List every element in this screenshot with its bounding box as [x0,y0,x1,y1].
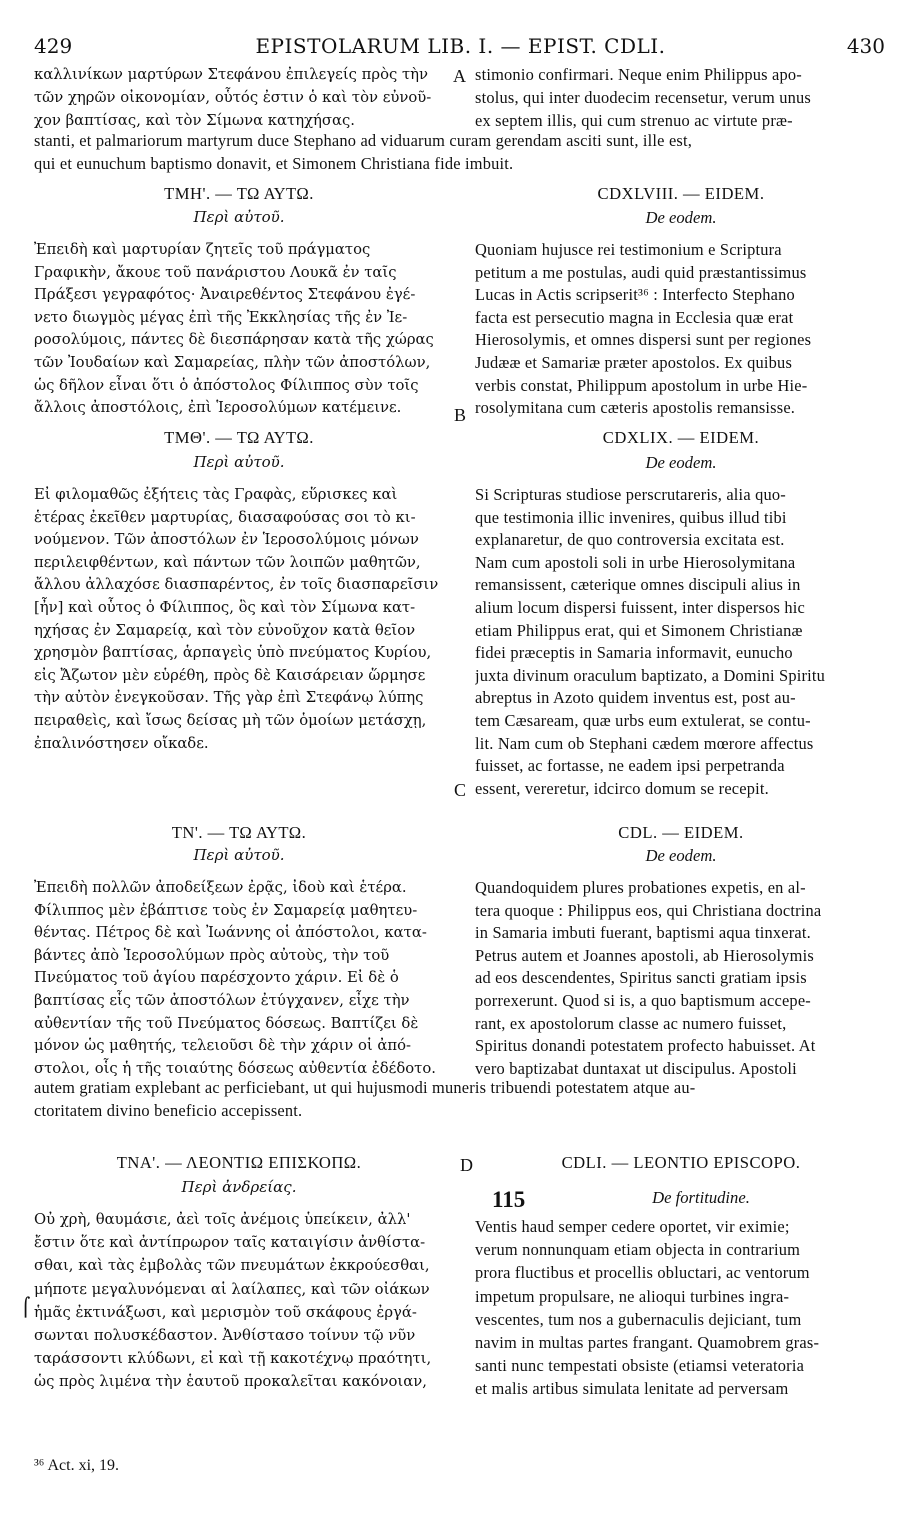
greek-line: χον βαπτίσας, καὶ τὸν Σίμωνα κατηχήσας. [34,112,356,129]
greek-line: ὡς πρὸς λιμένα τὴν ἑαυτοῦ προκαλεῖται κακόνοιαν, [34,1373,427,1391]
greek-line: θέντας. Πέτρος δὲ καὶ Ἰωάννης οἱ ἀπόστολοι, κατα- [34,924,427,942]
section-subtitle-greek: Περὶ ἀνδρείας. [181,1178,297,1196]
greek-line: ἔστιν ὅτε καὶ ἀντίπρωρον ταῖς καταιγίσιν ἀνθίστα- [34,1234,426,1252]
section-heading-greek: ΤΝ'. — ΤΩ ΑΥΤΩ. [171,823,307,842]
greek-line: τῶν χηρῶν οἰκονομίαν, οὗτός ἐστιν ὁ καὶ τὸν εὐνοῦ- [34,89,432,106]
greek-line: ἡμᾶς ἐκτινάξωσι, καὶ μερισμὸν τοῦ σκάφους ἐργά- [34,1303,417,1321]
latin-line: juxta divinum oraculum baptizato, a Domini Spiritu [475,665,826,685]
latin-line: ctoritatem divino beneficio accepissent. [34,1101,303,1120]
latin-line: explanaretur, de quo controversia excitata est. [475,530,785,550]
latin-line: stimonio confirmari. Neque enim Philippus apo- [475,65,802,84]
margin-letter-d: D [460,1155,473,1175]
greek-line: Ἐπειδὴ πολλῶν ἀποδείξεων ἐρᾷς, ἰδοὺ καὶ ἑτέρα. [34,879,407,896]
latin-line: et malis artibus simulata lenitate ad perversam [475,1379,789,1399]
latin-line: Ventis haud semper cedere oportet, vir eximie; [475,1217,790,1236]
latin-line: petitum a me postulas, audi quid præstantissimus [475,262,807,282]
latin-line: ad eos descendentes, Spiritus sancti gratiam ipsis [475,968,807,988]
latin-line: Si Scripturas studiose perscrutareris, alia quo- [475,485,786,504]
section-subtitle-latin: De fortitudine. [652,1188,750,1207]
latin-line: remansissent, cæterique omnes discipuli alius in [475,575,801,595]
section-subtitle-latin: De eodem. [645,208,717,227]
greek-line: καλλινίκων μαρτύρων Στεφάνου ἐπιλεγείς πρὸς τὴν [34,66,429,83]
latin-line: navim in multas partes frangant. Quamobrem gras- [475,1333,820,1352]
latin-line: rosolymitana cum cæteris apostolis remansisse. [475,398,796,418]
latin-line: Nam cum apostoli soli in urbe Hierosolymitana [475,552,796,572]
latin-line: impetum propulsare, ne alioqui turbines ingra- [475,1286,790,1306]
greek-line: Οὐ χρὴ, θαυμάσιε, ἀεὶ τοῖς ἀνέμοις ὑπείκειν, ἀλλ' [34,1211,411,1228]
greek-line: ταράσσοντι κλύδωνι, εἰ καὶ τῇ κακοτέχνῳ πραότητι, [34,1350,432,1368]
latin-line: stolus, qui inter duodecim recensetur, verum unus [475,88,811,107]
latin-line: verum nonnunquam etiam objecta in contrarium [475,1240,801,1260]
latin-line: rant, ex apostolorum classe ac numero fuisset, [475,1013,787,1033]
latin-line: tera quoque : Philippus eos, qui Christiana doctrina [475,900,822,920]
latin-line: Spiritus donandi potestatem profecto habuisset. At [475,1036,816,1056]
latin-line: alium locum dispersi fuissent, inter dispersos hic [475,598,806,617]
margin-letter-c: C [454,780,467,800]
latin-line: etiam Philippus erat, qui et Simonem Christianæ [475,620,803,640]
greek-line: εἰς Ἄζωτον μὲν εὑρέθη, πρὸς δὲ Καισάρειαν ὥρμησε [34,666,426,684]
greek-line: σωνται πολυσκέδαστον. Ἀνθίστασο τοίνυν τῷ νῦν [34,1327,416,1344]
latin-line: Quoniam hujusce rei testimonium e Scriptura [475,240,782,259]
greek-line: βαπτίσας εἷς τῶν ἀποστόλων ἐτύγχανεν, εἶχε τὴν [34,992,410,1009]
greek-line: Γραφικὴν, ἄκουε τοῦ πανάριστου Λουκᾶ ἐν ταῖς [34,263,397,281]
section-subtitle-greek: Περὶ αὐτοῦ. [193,846,285,864]
section-subtitle-greek: Περὶ αὐτοῦ. [193,208,285,226]
latin-line: autem gratiam explebant ac perficiebant, ut qui hujusmodi muneris tribuendi potestatem atque au- [34,1078,696,1097]
greek-line: ροσολύμοις, πάντες δὲ διεσπάρησαν κατὰ τῆς χώρας [34,331,434,349]
latin-line: in Samaria imbuti fuerant, baptismi aqua tinxerat. [475,923,811,943]
section-subtitle-latin: De eodem. [645,453,717,472]
section-heading-greek: ΤΝΑ'. — ΛΕΟΝΤΙΩ ΕΠΙΣΚΟΠΩ. [116,1153,362,1172]
section-subtitle-latin: De eodem. [645,846,717,865]
right-page-number: 430 [846,34,885,58]
section-heading-latin: CDXLIX. — EIDEM. [602,428,760,447]
left-page-number: 429 [34,34,73,58]
greek-line: Πράξεσι γεγραφότος· Ἀναιρεθέντος Στεφάνου ἐγέ- [34,286,416,304]
latin-line: qui et eunuchum baptismo donavit, et Simonem Christiana fide imbuit. [34,154,514,173]
latin-line: ex septem illis, qui cum strenuo ac virtute præ- [475,111,793,130]
section-heading-latin: CDLI. — LEONTIO EPISCOPO. [561,1153,801,1172]
section-heading-greek: ΤΜΗ'. — ΤΩ ΑΥΤΩ. [164,184,314,203]
section-heading-latin: CDL. — EIDEM. [618,823,744,842]
margin-mark: ⌠ [21,1297,31,1318]
greek-line: Ἐπειδὴ καὶ μαρτυρίαν ζητεῖς τοῦ πράγματος [34,241,371,258]
greek-line: βάντες ἀπὸ Ἱεροσολύμων πρὸς αὐτοὺς, τὴν τοῦ [34,946,390,964]
latin-line: Hierosolymis, et omnes dispersi sunt per regiones [475,330,812,350]
greek-line: μήποτε μεγαλυνόμεναι αἱ λαίλαπες, καὶ τῶν οἰάκων [34,1280,430,1298]
greek-line: ἄλλοις ἀποστόλοις, ἐπὶ Ἱεροσολύμων κατέμεινε. [34,399,402,417]
section-subtitle-greek: Περὶ αὐτοῦ. [193,453,285,471]
greek-line: Πνεύματος τοῦ ἁγίου παρέσχοντο χάριν. Εἰ δὲ ὁ [34,969,399,987]
latin-line: prora fluctibus et procellis obluctari, ac ventorum [475,1263,810,1283]
latin-line: facta est persecutio magna in Ecclesia quæ erat [475,307,794,327]
greek-line: νετο διωγμὸς μέγας ἐπὶ τῆς Ἐκκλησίας τῆς ἐν Ἰε- [34,308,408,326]
latin-line: santi nunc tempestati obsiste (etiamsi veteratoria [475,1356,805,1376]
greek-line: ὡς δῆλον εἶναι ὅτι ὁ ἀπόστολος Φίλιππος σὺν τοῖς [34,376,419,394]
section-heading-greek: ΤΜΘ'. — ΤΩ ΑΥΤΩ. [164,428,314,447]
latin-line: verbis constat, Philippum apostolum in urbe Hie- [475,375,808,395]
latin-line: Petrus autem et Joannes apostoli, ab Hierosolymis [475,945,814,965]
greek-line: σθαι, καὶ τὰς ἐμβολὰς τῶν πνευμάτων ἐκκρούεσθαι, [34,1257,430,1275]
greek-line: Εἰ φιλομαθῶς ἐξήτεις τὰς Γραφὰς, εὕρισκες καὶ [34,486,398,503]
latin-line: Judææ et Samariæ præter apostolos. Ex quibus [475,353,793,372]
latin-line: Lucas in Actis scripserit³⁶ : Interfecto Stephano [475,285,795,305]
greek-line: χρησμὸν βαπτίσας, ἁρπαγεὶς ὑπὸ πνεύματος Κυρίου, [34,644,432,662]
latin-line: vescentes, tum nos a gubernaculis dejiciant, tum [475,1309,802,1329]
margin-letter-a: A [453,66,466,86]
greek-line: στολοι, οἷς ἡ τῆς τοιαύτης δόσεως αὐθεντία ἐδέδοτο. [34,1059,436,1077]
running-header [0,34,921,64]
greek-line: ἄλλου ἀλλαχόσε διασπαρέντος, ἐν τοῖς διασπαρεῖσιν [34,576,439,594]
greek-line: μόνον ὡς μαθητής, τελειοῦσι δὲ τὴν χάριν οἱ ἀπό- [34,1037,412,1055]
latin-line: essent, vereretur, idcirco domum se recepit. [475,778,769,798]
greek-line: τὴν αὐτὸν ἐνεγκοῦσαν. Τῆς γὰρ ἐπὶ Στεφάνῳ λύπης [34,689,424,707]
greek-line: πειραθεὶς, καὶ ἴσως δείσας μὴ τῶν ὁμοίων μετάσχῃ, [34,712,427,729]
latin-line: abreptus in Azoto quidem inventus est, post au- [475,688,796,708]
greek-line: αὐθεντίαν τῆς τοῦ Πνεύματος δόσεως. Βαπτίζει δὲ [34,1014,419,1032]
running-title: EPISTOLARUM LIB. I. — EPIST. CDLI. [255,34,666,58]
latin-line: tem Cæsaream, quæ urbs eum extulerat, se contu- [475,711,811,730]
footnote: ³⁶ Act. xi, 19. [34,1457,120,1474]
greek-line: Φίλιππος μὲν ἐβάπτισε τοὺς ἐν Σαμαρείᾳ μαθητευ- [34,901,418,919]
greek-line: ἑτέρας ἐκεῖθεν μαρτυρίας, διασαφούσας σοι τὸ κι- [34,508,416,526]
latin-line: stanti, et palmariorum martyrum duce Stephano ad viduarum curam gerendam asciti sunt, ille est, [34,131,693,150]
greek-line: νούμενον. Τῶν ἀποστόλων ἐν Ἱεροσολύμοις μόνων [34,531,419,549]
greek-line: ἐπαλινόστησεν οἴκαδε. [34,734,209,752]
latin-line: fidei præceptis in Samaria informavit, eunucho [475,643,793,663]
latin-line: que testimonia illic invenires, quibus illud tibi [475,507,787,527]
latin-line: Quandoquidem plures probationes expetis, en al- [475,878,806,897]
latin-line: porrexerunt. Quod si is, a quo baptismum accepe- [475,991,811,1010]
greek-line: [ἦν] καὶ οὗτος ὁ Φίλιππος, ὃς καὶ τὸν Σίμωνα κατ- [34,599,416,616]
greek-line: ηχήσας ἐν Σαμαρείᾳ, καὶ τὸν εὐνοῦχον κατὰ θεῖον [34,621,416,639]
latin-line: lit. Nam cum ob Stephani cædem mœrore affectus [475,733,814,753]
latin-line: vero baptizabat duntaxat ut discipulus. Apostoli [475,1058,797,1078]
margin-letter-b: B [454,405,467,425]
greek-line: περιλειφθέντων, καὶ πάντων τῶν λοιπῶν μαθητῶν, [34,553,421,571]
latin-line: fuisset, ac fortasse, ne eadem ipsi perpetranda [475,756,785,776]
greek-line: τῶν Ἰουδαίων καὶ Σαμαρείας, πλὴν τῶν ἀποστόλων, [34,354,431,371]
page-stamp: 115 [492,1187,526,1212]
section-heading-latin: CDXLVIII. — EIDEM. [597,184,765,203]
